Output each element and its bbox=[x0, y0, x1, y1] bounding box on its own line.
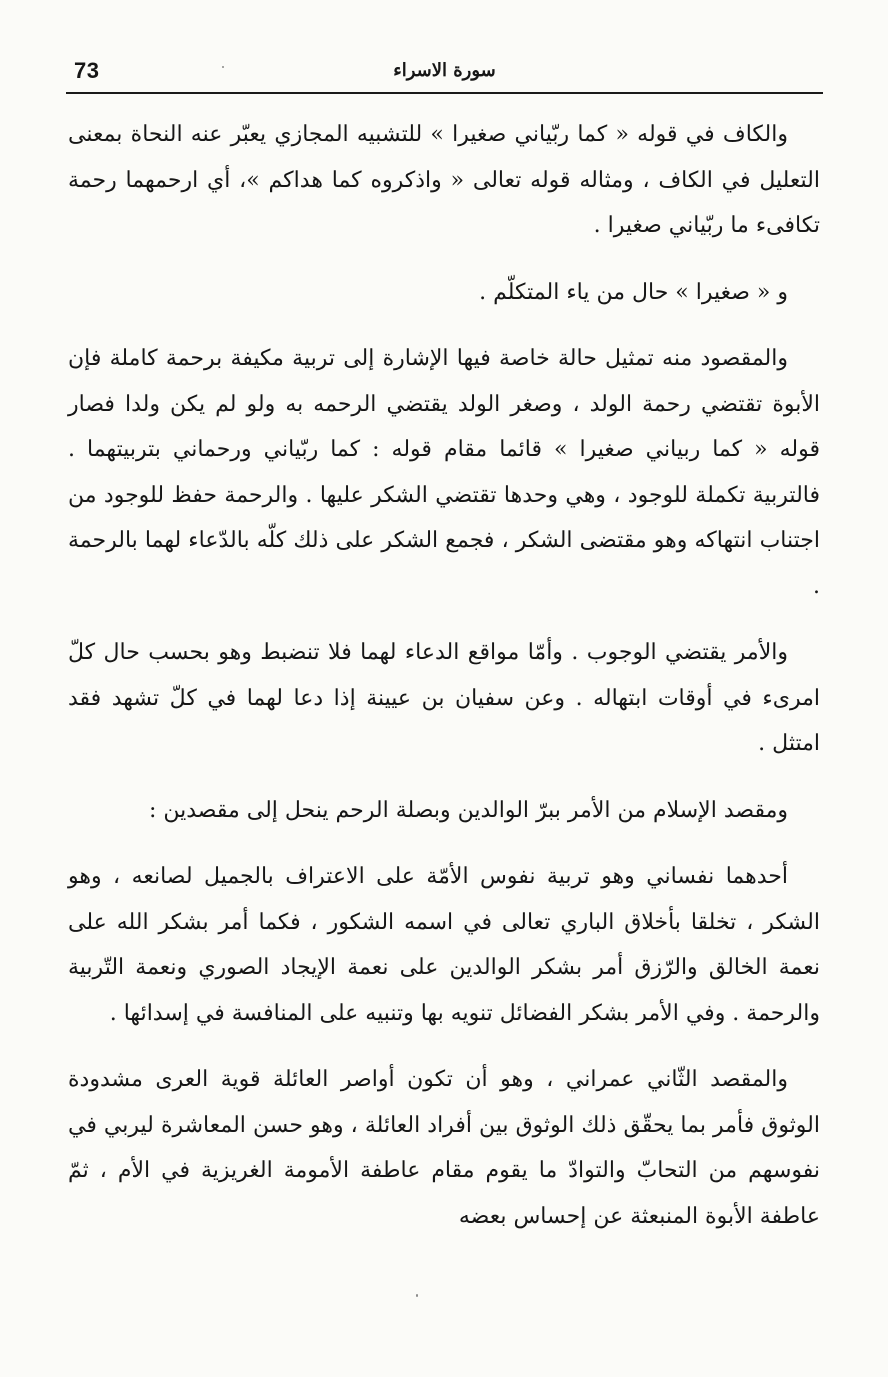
paragraph-maqsud: والمقصود منه تمثيل حالة خاصة فيها الإشارة إلى تربية مكيفة برحمة كاملة فإن الأبوة تقتضي رحمة الولد ، وصغر الولد يقتضي الرحمه به ولو لم يكن ولدا فصار قوله « كما ربياني صغيرا » قائما مقام قوله : كما ربّياني ورحماني بتربيتهما . فالتربية تكملة للوجود ، وهي وحدها تقتضي الشكر عليها . والرحمة حفظ للوجود من اجتناب انتهاكه وهو مقتضى الشكر ، فجمع الشكر على ذلك كلّه بالدّعاء لهما بالرحمة . bbox=[68, 346, 820, 599]
scan-speck bbox=[222, 66, 224, 68]
page-body bbox=[68, 112, 820, 1260]
paragraph-saghira-hal: و « صغيرا » حال من ياء المتكلّم . bbox=[479, 279, 788, 305]
page-header bbox=[66, 56, 823, 94]
paragraph-amr-wujub: والأمر يقتضي الوجوب . وأمّا مواقع الدعاء لهما فلا تنضبط وهو بحسب حال كلّ امرىء في أوقات ابتهاله . وعن سفيان بن عيينة إذا دعا لهما في كلّ تشهد فقد امتثل . bbox=[68, 640, 820, 756]
paragraph-maqsad-islam: ومقصد الإسلام من الأمر ببرّ الوالدين وبصلة الرحم ينحل إلى مقصدين : bbox=[148, 797, 788, 823]
page-number: 73 bbox=[74, 58, 100, 83]
scan-speck bbox=[416, 1294, 418, 1297]
paragraph-kaf-tashbih: والكاف في قوله « كما ربّياني صغيرا » للتشبيه المجازي يعبّر عنه النحاة بمعنى التعليل في الكاف ، ومثاله قوله تعالى « واذكروه كما هداكم »، أي ارحمهما رحمة تكافىء ما ربّياني صغيرا . bbox=[68, 122, 820, 238]
paragraph-maqsad-thani: والمقصد الثّاني عمراني ، وهو أن تكون أواصر العائلة قوية العرى مشدودة الوثوق فأمر بما يحقّق ذلك الوثوق بين أفراد العائلة ، وهو حسن المعاشرة ليربي في نفوسهم من التحابّ والتوادّ ما يقوم مقام عاطفة الأمومة الغريزية في الأم ، ثمّ عاطفة الأبوة المنبعثة عن إحساس بعضه bbox=[68, 1067, 820, 1229]
paragraph-ahaduhuma: أحدهما نفساني وهو تربية نفوس الأمّة على الاعتراف بالجميل لصانعه ، وهو الشكر ، تخلقا بأخلاق الباري تعالى في اسمه الشكور ، فكما أمر بشكر الله على نعمة الخالق والرّزق أمر بشكر الوالدين على نعمة الإيجاد الصوري ونعمة التّربية والرحمة . وفي الأمر بشكر الفضائل تنويه بها وتنبيه على المنافسة في إسدائها . bbox=[68, 864, 820, 1026]
running-title: سورة الاسراء bbox=[393, 60, 496, 81]
